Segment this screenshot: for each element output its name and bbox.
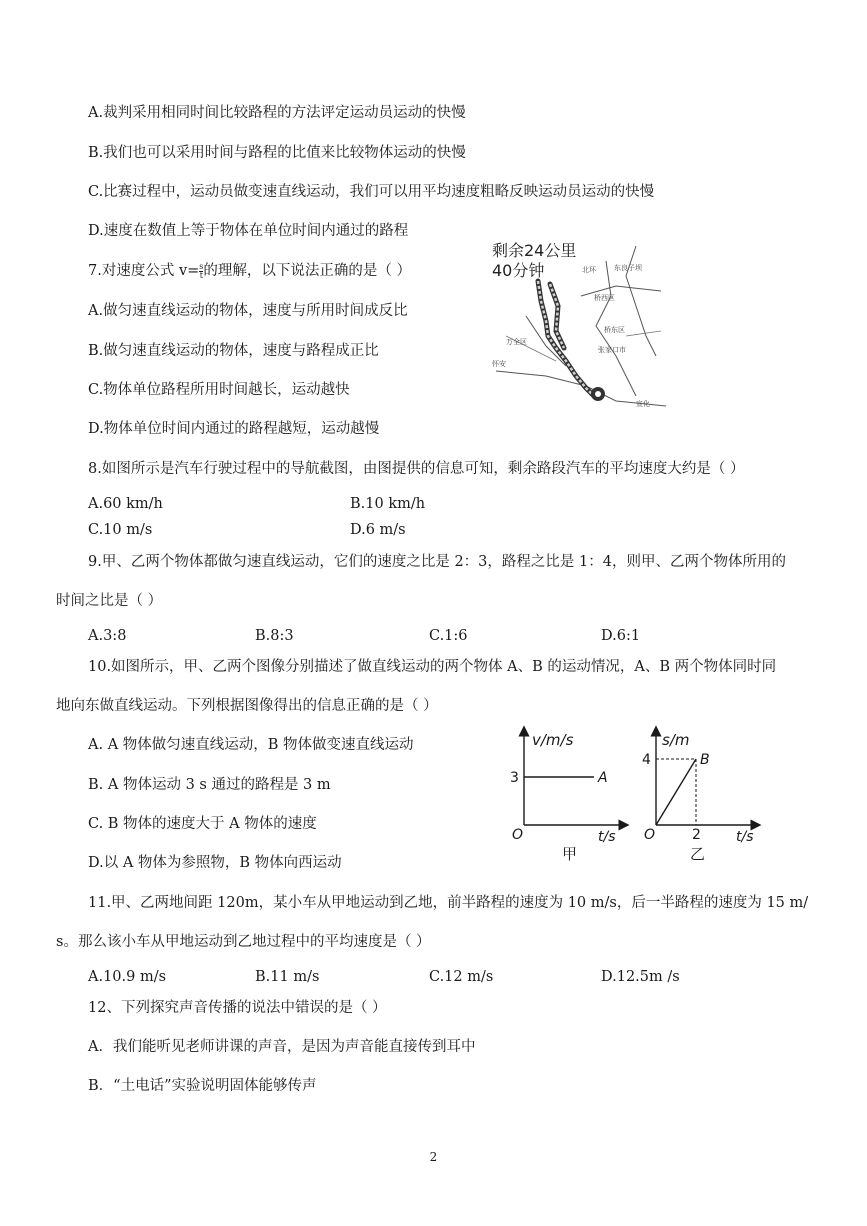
remaining-distance: 剩余24公里	[492, 241, 577, 260]
navigation-map-figure	[486, 236, 668, 412]
map-label-zhangjiakou: 张家口市	[598, 346, 626, 354]
q10-option-b: B. A 物体运动 3 s 通过的路程是 3 m	[88, 777, 331, 793]
q8-stem: 8.如图所示是汽车行驶过程中的导航截图，由图提供的信息可知，剩余路段汽车的平均速度大约是（ ）	[88, 461, 745, 477]
q10-option-a: A. A 物体做匀速直线运动，B 物体做变速直线运动	[88, 737, 414, 753]
q9-option-c: C.1:6	[429, 628, 468, 644]
q10-option-d: D.以 A 物体为参照物，B 物体向西运动	[88, 855, 342, 871]
graph-yi-x-label: t/s	[736, 829, 754, 845]
q11-option-b: B.11 m/s	[255, 969, 320, 985]
q8-option-a: A.60 km/h	[88, 496, 163, 512]
map-label-huaian: 怀安	[492, 360, 506, 368]
page-number: 2	[429, 1150, 438, 1164]
q11-stem-line2: s。那么该小车从甲地运动到乙地过程中的平均速度是（ ）	[56, 934, 431, 950]
q11-stem-line1: 11.甲、乙两地间距 120m，某小车从甲地运动到乙地，前半路程的速度为 10 m/s，后一半路程的速度为 15 m/	[88, 895, 809, 911]
q11-option-a: A.10.9 m/s	[88, 969, 167, 985]
q9-option-a: A.3:8	[88, 628, 127, 644]
graph-yi-y-label: s/m	[662, 731, 690, 749]
map-label-wanquan: 万全区	[506, 338, 527, 346]
graph-jia-caption: 甲	[562, 845, 578, 863]
q7-option-d: D.物体单位时间内通过的路程越短，运动越慢	[88, 421, 380, 437]
map-label-beihuan: 北环	[582, 266, 596, 274]
q9-stem-line2: 时间之比是（ ）	[56, 593, 163, 609]
map-label-qiaoxi: 桥西区	[594, 294, 615, 302]
graph-yi-x-tick: 2	[692, 827, 701, 843]
remaining-time: 40分钟	[492, 261, 545, 280]
q8-option-b: B.10 km/h	[350, 496, 426, 512]
graph-jia-y-tick: 3	[510, 770, 519, 786]
q6-option-c: C.比赛过程中，运动员做变速直线运动，我们可以用平均速度粗略反映运动员运动的快慢	[88, 184, 655, 200]
graph-yi-origin: O	[644, 827, 656, 843]
q10-stem-line1: 10.如图所示，甲、乙两个图像分别描述了做直线运动的两个物体 A、B 的运动情况，A、B 两个物体同时同	[88, 659, 777, 675]
q10-option-c: C. B 物体的速度大于 A 物体的速度	[88, 816, 317, 832]
q6-option-b: B.我们也可以采用时间与路程的比值来比较物体运动的快慢	[88, 145, 466, 161]
q6-option-d: D.速度在数值上等于物体在单位时间内通过的路程	[88, 223, 409, 239]
q9-stem-line1: 9.甲、乙两个物体都做匀速直线运动，它们的速度之比是 2：3，路程之比是 1：4，则甲、乙两个物体所用的	[88, 554, 786, 570]
q7-option-b: B.做匀速直线运动的物体，速度与路程成正比	[88, 343, 379, 359]
q7-option-c: C.物体单位路程所用时间越长，运动越快	[88, 382, 350, 398]
q7-option-a: A.做匀速直线运动的物体，速度与所用时间成反比	[88, 303, 408, 319]
q9-option-b: B.8:3	[255, 628, 294, 644]
graph-yi-caption: 乙	[690, 845, 706, 863]
q9-option-d: D.6:1	[601, 628, 641, 644]
q6-option-a: A.裁判采用相同时间比较路程的方法评定运动员运动的快慢	[88, 105, 466, 121]
map-label-qiaodong: 桥东区	[604, 326, 625, 334]
graph-yi-y-tick: 4	[642, 752, 651, 768]
q8-option-c: C.10 m/s	[88, 522, 153, 538]
graph-jia-y-label: v/m/s	[532, 731, 574, 749]
map-label-xuanhua: 宣化	[636, 400, 650, 408]
map-label-dongliangzi: 东良子坝	[614, 264, 642, 272]
graph-jia-line-label: A	[598, 770, 608, 786]
q10-stem-line2: 地向东做直线运动。下列根据图像得出的信息正确的是（ ）	[56, 698, 438, 714]
q11-option-d: D.12.5m /s	[601, 969, 680, 985]
graph-yi	[638, 725, 788, 865]
q7-stem: 7.对速度公式 v= $\frac{s}{t}$ 的理解，以下说法正确的是（ ）	[88, 261, 412, 280]
q11-option-c: C.12 m/s	[429, 969, 494, 985]
q7-formula-fraction: $\frac{s}{t}$	[199, 261, 204, 280]
q12-option-a: A．我们能听见老师讲课的声音，是因为声音能直接传到耳中	[88, 1039, 476, 1055]
graph-yi-line-b	[656, 759, 696, 825]
graph-jia-x-label: t/s	[598, 829, 616, 845]
q8-option-d: D.6 m/s	[350, 522, 406, 538]
q12-option-b: B．“土电话”实验说明固体能够传声	[88, 1078, 317, 1094]
q12-stem: 12、下列探究声音传播的说法中错误的是（ ）	[88, 1000, 387, 1016]
graph-yi-point-label: B	[700, 752, 710, 768]
graph-jia	[500, 725, 630, 865]
graph-jia-origin: O	[512, 827, 524, 843]
